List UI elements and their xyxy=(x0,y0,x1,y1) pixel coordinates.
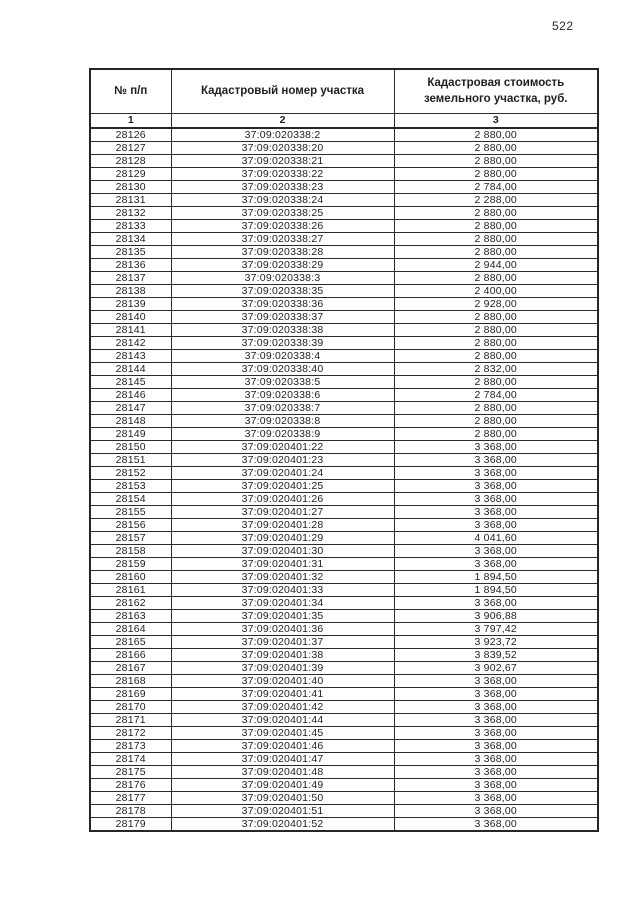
table-cell: 37:09:020338:9 xyxy=(171,428,394,441)
table-cell: 37:09:020338:20 xyxy=(171,142,394,155)
column-number-1: 1 xyxy=(90,114,171,129)
table-cell: 37:09:020401:32 xyxy=(171,571,394,584)
table-cell: 37:09:020401:35 xyxy=(171,610,394,623)
table-cell: 28126 xyxy=(90,128,171,142)
table-row xyxy=(90,181,598,194)
table-row xyxy=(90,584,598,597)
table-cell: 28153 xyxy=(90,480,171,493)
table-row xyxy=(90,779,598,792)
table-cell: 37:09:020338:35 xyxy=(171,285,394,298)
table-cell: 2 880,00 xyxy=(394,207,598,220)
table-cell: 3 368,00 xyxy=(394,597,598,610)
table-row xyxy=(90,441,598,454)
table-row xyxy=(90,363,598,376)
table-cell: 37:09:020401:49 xyxy=(171,779,394,792)
table-cell: 37:09:020338:27 xyxy=(171,233,394,246)
table-cell: 3 923,72 xyxy=(394,636,598,649)
table-cell: 28138 xyxy=(90,285,171,298)
table-row xyxy=(90,805,598,818)
table-cell: 3 368,00 xyxy=(394,818,598,832)
table-row xyxy=(90,610,598,623)
table-cell: 37:09:020401:30 xyxy=(171,545,394,558)
table-cell: 28165 xyxy=(90,636,171,649)
table-cell: 3 368,00 xyxy=(394,701,598,714)
table-row xyxy=(90,233,598,246)
table-cell: 3 839,52 xyxy=(394,649,598,662)
table-cell: 28179 xyxy=(90,818,171,832)
table-row xyxy=(90,818,598,832)
table-cell: 28166 xyxy=(90,649,171,662)
table-cell: 28167 xyxy=(90,662,171,675)
table-cell: 3 368,00 xyxy=(394,493,598,506)
header-number-row xyxy=(90,114,598,129)
table-row xyxy=(90,714,598,727)
table-cell: 2 880,00 xyxy=(394,272,598,285)
cadastral-values-table xyxy=(89,68,599,832)
table-cell: 28171 xyxy=(90,714,171,727)
table-cell: 37:09:020338:40 xyxy=(171,363,394,376)
table-cell: 1 894,50 xyxy=(394,584,598,597)
table-row xyxy=(90,454,598,467)
table-cell: 37:09:020401:39 xyxy=(171,662,394,675)
table-row xyxy=(90,128,598,142)
table-row xyxy=(90,662,598,675)
table-cell: 37:09:020401:29 xyxy=(171,532,394,545)
table-cell: 37:09:020338:25 xyxy=(171,207,394,220)
table-cell: 37:09:020401:37 xyxy=(171,636,394,649)
column-number-3: 3 xyxy=(394,114,598,129)
table-row xyxy=(90,623,598,636)
table-row xyxy=(90,636,598,649)
table-row xyxy=(90,415,598,428)
table-cell: 37:09:020401:38 xyxy=(171,649,394,662)
table-row xyxy=(90,376,598,389)
table-row xyxy=(90,337,598,350)
table-cell: 28164 xyxy=(90,623,171,636)
table-row xyxy=(90,428,598,441)
table-cell: 3 368,00 xyxy=(394,779,598,792)
table-cell: 28150 xyxy=(90,441,171,454)
table-cell: 28136 xyxy=(90,259,171,272)
table-row xyxy=(90,701,598,714)
table-cell: 37:09:020401:52 xyxy=(171,818,394,832)
table-cell: 2 880,00 xyxy=(394,402,598,415)
table-row xyxy=(90,792,598,805)
header-cadastral-number: Кадастровый номер участка xyxy=(171,69,394,114)
table-cell: 3 368,00 xyxy=(394,714,598,727)
table-cell: 37:09:020338:38 xyxy=(171,324,394,337)
table-row xyxy=(90,272,598,285)
table-cell: 2 880,00 xyxy=(394,337,598,350)
table-header xyxy=(90,69,598,128)
table-cell: 28133 xyxy=(90,220,171,233)
table-row xyxy=(90,649,598,662)
header-label-row xyxy=(90,69,598,114)
table-cell: 28170 xyxy=(90,701,171,714)
table-cell: 37:09:020401:34 xyxy=(171,597,394,610)
table-cell: 28141 xyxy=(90,324,171,337)
table-cell: 37:09:020338:21 xyxy=(171,155,394,168)
table-cell: 28176 xyxy=(90,779,171,792)
table-cell: 28135 xyxy=(90,246,171,259)
table-cell: 3 368,00 xyxy=(394,506,598,519)
table-cell: 28157 xyxy=(90,532,171,545)
table-cell: 2 880,00 xyxy=(394,324,598,337)
table-cell: 3 797,42 xyxy=(394,623,598,636)
table-cell: 37:09:020401:46 xyxy=(171,740,394,753)
table-cell: 37:09:020401:26 xyxy=(171,493,394,506)
table-cell: 3 368,00 xyxy=(394,558,598,571)
table-cell: 37:09:020338:23 xyxy=(171,181,394,194)
table-cell: 3 368,00 xyxy=(394,441,598,454)
table-cell: 3 906,88 xyxy=(394,610,598,623)
table-cell: 28168 xyxy=(90,675,171,688)
table-cell: 28128 xyxy=(90,155,171,168)
table-cell: 28137 xyxy=(90,272,171,285)
table-cell: 28151 xyxy=(90,454,171,467)
table-cell: 28152 xyxy=(90,467,171,480)
header-row-index: № п/п xyxy=(90,69,171,114)
table-cell: 28127 xyxy=(90,142,171,155)
table-cell: 37:09:020401:42 xyxy=(171,701,394,714)
table-cell: 28161 xyxy=(90,584,171,597)
table-row xyxy=(90,519,598,532)
table-cell: 28173 xyxy=(90,740,171,753)
table-cell: 28145 xyxy=(90,376,171,389)
table-row xyxy=(90,194,598,207)
table-cell: 37:09:020338:39 xyxy=(171,337,394,350)
table-cell: 28162 xyxy=(90,597,171,610)
table-row xyxy=(90,389,598,402)
table-cell: 28144 xyxy=(90,363,171,376)
table-cell: 37:09:020401:28 xyxy=(171,519,394,532)
table-cell: 3 368,00 xyxy=(394,753,598,766)
table-cell: 2 832,00 xyxy=(394,363,598,376)
table-cell: 3 368,00 xyxy=(394,480,598,493)
table-cell: 3 368,00 xyxy=(394,792,598,805)
table-cell: 28148 xyxy=(90,415,171,428)
table-cell: 3 368,00 xyxy=(394,467,598,480)
table-cell: 37:09:020338:24 xyxy=(171,194,394,207)
table-body xyxy=(90,128,598,831)
table-cell: 28156 xyxy=(90,519,171,532)
table-cell: 2 880,00 xyxy=(394,233,598,246)
table-cell: 37:09:020401:44 xyxy=(171,714,394,727)
table-cell: 37:09:020401:27 xyxy=(171,506,394,519)
table-cell: 28149 xyxy=(90,428,171,441)
table-cell: 2 400,00 xyxy=(394,285,598,298)
table-row xyxy=(90,727,598,740)
table-cell: 4 041,60 xyxy=(394,532,598,545)
table-cell: 2 880,00 xyxy=(394,428,598,441)
table-row xyxy=(90,402,598,415)
table-row xyxy=(90,324,598,337)
table-cell: 3 902,67 xyxy=(394,662,598,675)
table-cell: 37:09:020401:40 xyxy=(171,675,394,688)
table-cell: 2 880,00 xyxy=(394,220,598,233)
table-row xyxy=(90,155,598,168)
table-cell: 37:09:020338:36 xyxy=(171,298,394,311)
table-cell: 3 368,00 xyxy=(394,688,598,701)
table-cell: 28172 xyxy=(90,727,171,740)
table-cell: 2 880,00 xyxy=(394,376,598,389)
table-row xyxy=(90,675,598,688)
table-row xyxy=(90,597,598,610)
table-cell: 28155 xyxy=(90,506,171,519)
table-cell: 28134 xyxy=(90,233,171,246)
table-cell: 28132 xyxy=(90,207,171,220)
table-row xyxy=(90,220,598,233)
table-cell: 37:09:020401:31 xyxy=(171,558,394,571)
table-cell: 2 880,00 xyxy=(394,246,598,259)
table-cell: 28143 xyxy=(90,350,171,363)
table-row xyxy=(90,558,598,571)
table-cell: 37:09:020338:3 xyxy=(171,272,394,285)
table-row xyxy=(90,246,598,259)
table-cell: 37:09:020338:2 xyxy=(171,128,394,142)
table-cell: 28158 xyxy=(90,545,171,558)
table-row xyxy=(90,480,598,493)
table-cell: 28163 xyxy=(90,610,171,623)
table-row xyxy=(90,350,598,363)
table-row xyxy=(90,545,598,558)
table-cell: 37:09:020401:23 xyxy=(171,454,394,467)
table-cell: 37:09:020401:33 xyxy=(171,584,394,597)
table-cell: 2 880,00 xyxy=(394,311,598,324)
table-cell: 2 928,00 xyxy=(394,298,598,311)
table-cell: 37:09:020401:45 xyxy=(171,727,394,740)
table-row xyxy=(90,467,598,480)
table-cell: 28169 xyxy=(90,688,171,701)
table-cell: 37:09:020401:41 xyxy=(171,688,394,701)
table-cell: 2 784,00 xyxy=(394,181,598,194)
table-cell: 37:09:020338:28 xyxy=(171,246,394,259)
table-row xyxy=(90,285,598,298)
page-number: 522 xyxy=(552,19,574,33)
table-row xyxy=(90,298,598,311)
table-cell: 37:09:020338:22 xyxy=(171,168,394,181)
table-cell: 37:09:020338:5 xyxy=(171,376,394,389)
table-cell: 3 368,00 xyxy=(394,740,598,753)
table-cell: 2 880,00 xyxy=(394,142,598,155)
table-row xyxy=(90,688,598,701)
table-cell: 2 880,00 xyxy=(394,415,598,428)
table-row xyxy=(90,142,598,155)
table-row xyxy=(90,311,598,324)
table-row xyxy=(90,571,598,584)
table-cell: 37:09:020401:36 xyxy=(171,623,394,636)
table-cell: 3 368,00 xyxy=(394,675,598,688)
table-cell: 37:09:020338:26 xyxy=(171,220,394,233)
table-cell: 28160 xyxy=(90,571,171,584)
table-cell: 2 288,00 xyxy=(394,194,598,207)
table-cell: 37:09:020401:48 xyxy=(171,766,394,779)
table-cell: 3 368,00 xyxy=(394,545,598,558)
column-number-2: 2 xyxy=(171,114,394,129)
table-row xyxy=(90,493,598,506)
table-cell: 2 944,00 xyxy=(394,259,598,272)
table-cell: 37:09:020338:29 xyxy=(171,259,394,272)
table-cell: 28174 xyxy=(90,753,171,766)
table-cell: 37:09:020401:50 xyxy=(171,792,394,805)
table-cell: 28175 xyxy=(90,766,171,779)
table-cell: 37:09:020401:25 xyxy=(171,480,394,493)
table-cell: 37:09:020338:4 xyxy=(171,350,394,363)
table-cell: 28146 xyxy=(90,389,171,402)
table-cell: 28178 xyxy=(90,805,171,818)
table-cell: 2 880,00 xyxy=(394,350,598,363)
table-cell: 2 784,00 xyxy=(394,389,598,402)
table-cell: 37:09:020401:22 xyxy=(171,441,394,454)
table-cell: 28140 xyxy=(90,311,171,324)
table-cell: 28142 xyxy=(90,337,171,350)
table-cell: 37:09:020401:47 xyxy=(171,753,394,766)
table-cell: 1 894,50 xyxy=(394,571,598,584)
table-cell: 28159 xyxy=(90,558,171,571)
table-cell: 37:09:020401:51 xyxy=(171,805,394,818)
table-row xyxy=(90,766,598,779)
table-row xyxy=(90,168,598,181)
table-cell: 28139 xyxy=(90,298,171,311)
table-row xyxy=(90,740,598,753)
table-row xyxy=(90,506,598,519)
table-cell: 2 880,00 xyxy=(394,168,598,181)
table-cell: 28131 xyxy=(90,194,171,207)
header-cadastral-value: Кадастровая стоимость земельного участка, руб. xyxy=(394,69,598,114)
table-row xyxy=(90,259,598,272)
table-cell: 28130 xyxy=(90,181,171,194)
table-cell: 28129 xyxy=(90,168,171,181)
table-cell: 37:09:020338:7 xyxy=(171,402,394,415)
table-cell: 3 368,00 xyxy=(394,519,598,532)
table-cell: 2 880,00 xyxy=(394,155,598,168)
table-row xyxy=(90,207,598,220)
table-cell: 37:09:020338:8 xyxy=(171,415,394,428)
table-cell: 3 368,00 xyxy=(394,454,598,467)
table-row xyxy=(90,532,598,545)
table-cell: 28177 xyxy=(90,792,171,805)
table-cell: 28147 xyxy=(90,402,171,415)
table-cell: 37:09:020401:24 xyxy=(171,467,394,480)
table-row xyxy=(90,753,598,766)
table-cell: 3 368,00 xyxy=(394,766,598,779)
table-cell: 3 368,00 xyxy=(394,805,598,818)
table-cell: 28154 xyxy=(90,493,171,506)
table-cell: 3 368,00 xyxy=(394,727,598,740)
table-cell: 37:09:020338:6 xyxy=(171,389,394,402)
table-cell: 2 880,00 xyxy=(394,128,598,142)
table-cell: 37:09:020338:37 xyxy=(171,311,394,324)
